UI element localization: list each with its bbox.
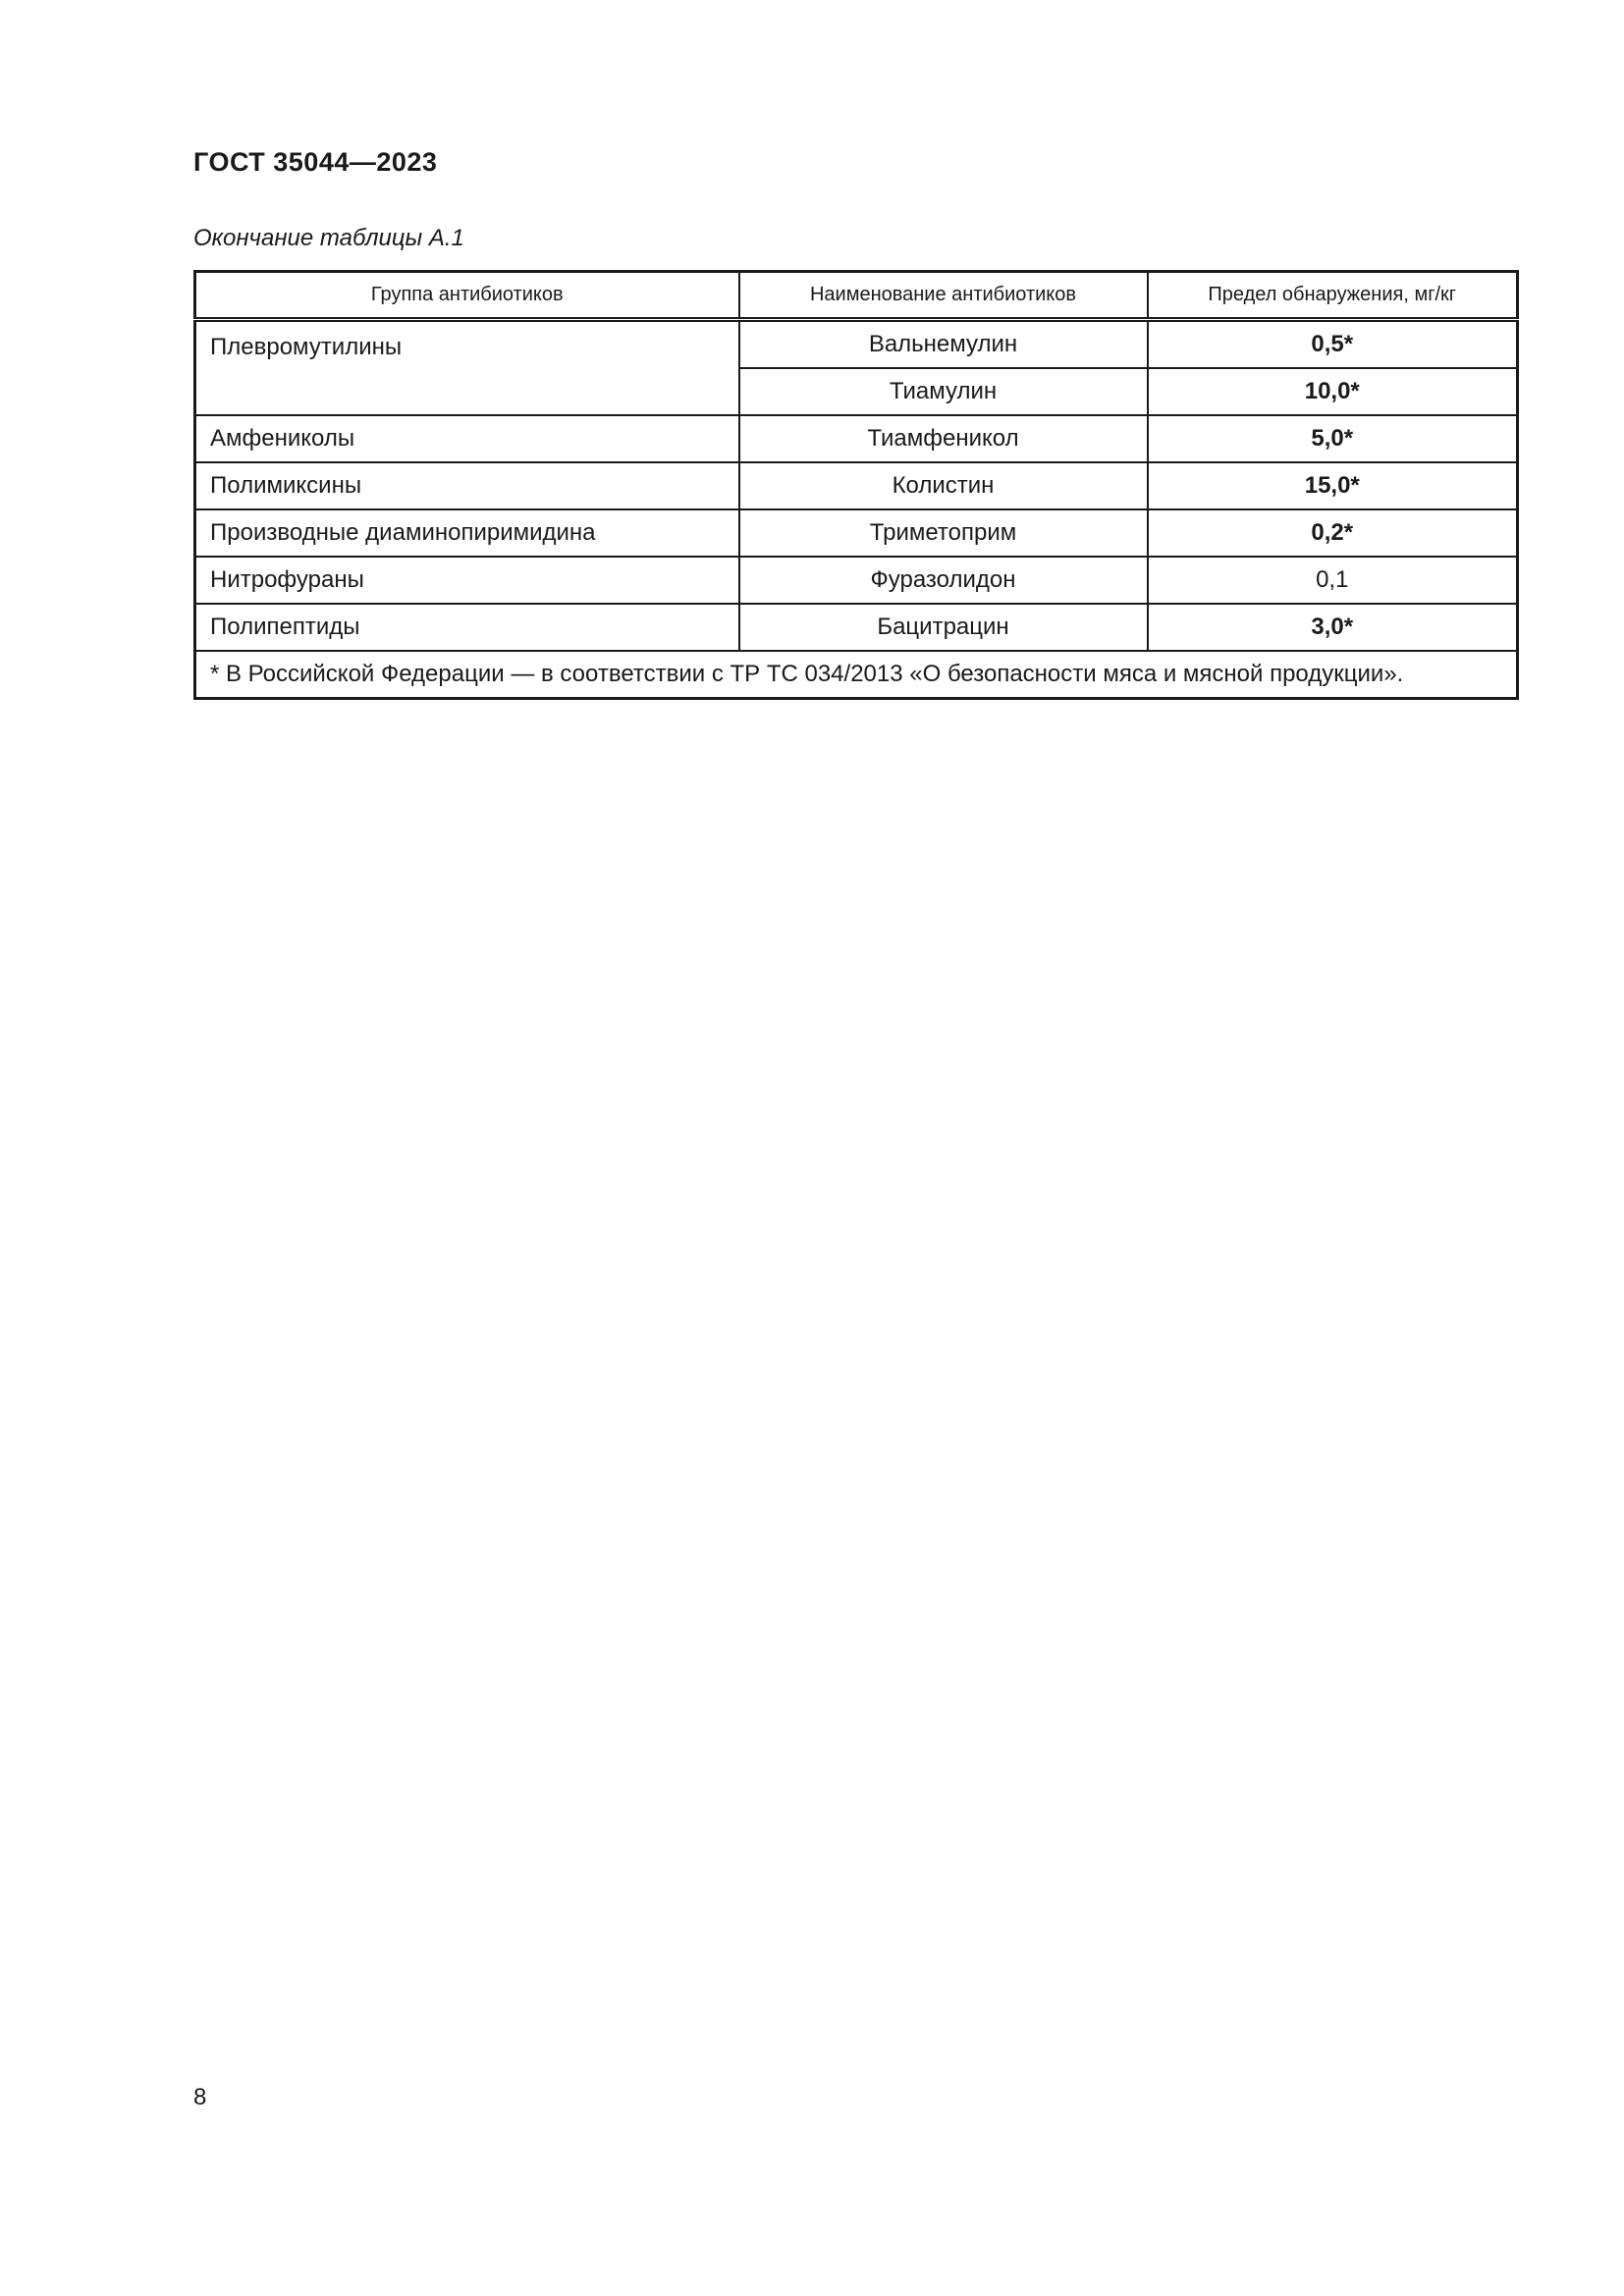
table-row	[195, 415, 1518, 462]
group-cell: Нитрофураны	[195, 557, 739, 604]
detection-limit-cell: 0,1	[1148, 557, 1518, 604]
table-row	[195, 557, 1518, 604]
group-cell: Производные диаминопиримидина	[195, 509, 739, 557]
table-row	[195, 604, 1518, 651]
detection-limit-cell: 0,2*	[1148, 509, 1518, 557]
table-caption: Окончание таблицы А.1	[193, 225, 464, 251]
group-cell: Полипептиды	[195, 604, 739, 651]
detection-limit-cell: 15,0*	[1148, 462, 1518, 509]
table-row	[195, 509, 1518, 557]
group-cell: Полимиксины	[195, 462, 739, 509]
table-header-row	[195, 272, 1518, 320]
antibiotic-name-cell: Тиамулин	[739, 368, 1148, 415]
column-header-group: Группа антибиотиков	[195, 272, 739, 320]
page-number: 8	[193, 2084, 207, 2110]
detection-limit-cell: 0,5*	[1148, 320, 1518, 369]
antibiotic-name-cell: Колистин	[739, 462, 1148, 509]
footnote-row	[195, 651, 1518, 699]
column-header-limit: Предел обнаружения, мг/кг	[1148, 272, 1518, 320]
group-cell: Амфениколы	[195, 415, 739, 462]
antibiotic-name-cell: Тиамфеникол	[739, 415, 1148, 462]
antibiotic-name-cell: Триметоприм	[739, 509, 1148, 557]
detection-limit-cell: 3,0*	[1148, 604, 1518, 651]
column-header-name: Наименование антибиотиков	[739, 272, 1148, 320]
table-row	[195, 462, 1518, 509]
document-code: ГОСТ 35044—2023	[193, 147, 438, 177]
table-footnote: * В Российской Федерации — в соответствии с ТР ТС 034/2013 «О безопасности мяса и мясной продукции».	[195, 651, 1518, 699]
antibiotic-name-cell: Бацитрацин	[739, 604, 1148, 651]
table-row	[195, 320, 1518, 369]
antibiotic-name-cell: Вальнемулин	[739, 320, 1148, 369]
antibiotics-table	[193, 270, 1519, 700]
detection-limit-cell: 10,0*	[1148, 368, 1518, 415]
group-cell: Плевромутилины	[195, 320, 739, 416]
detection-limit-cell: 5,0*	[1148, 415, 1518, 462]
antibiotic-name-cell: Фуразолидон	[739, 557, 1148, 604]
